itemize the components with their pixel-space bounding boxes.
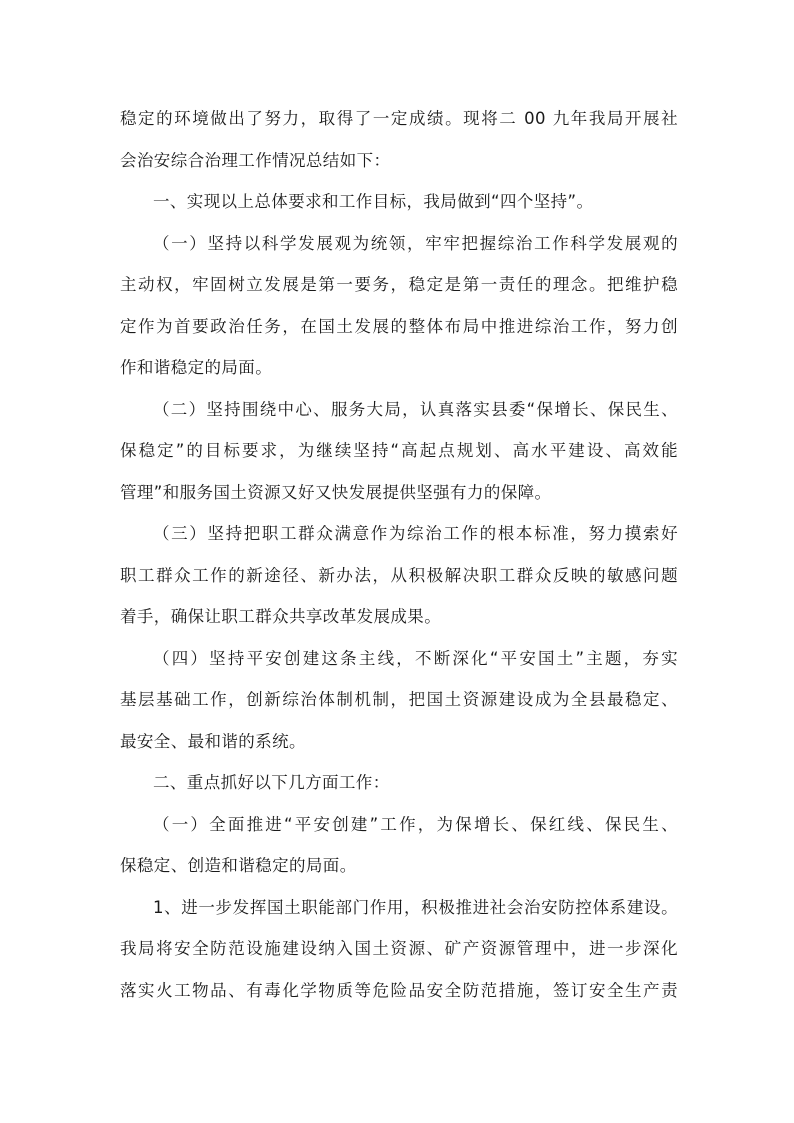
section-heading: 二、重点抓好以下几方面工作：: [153, 773, 390, 792]
paragraph-line: 管理”和服务国土资源又好又快发展提供坚强有力的保障。: [120, 482, 552, 502]
paragraph-line: 我局将安全防范设施建设纳入国土资源、矿产资源管理中，进一步深化: [120, 939, 678, 958]
paragraph-line: （三）坚持把职工群众满意作为综治工作的根本标准，努力摸索好: [153, 524, 678, 543]
paragraph-line: （一）全面推进“平安创建”工作，为保增长、保红线、保民生、: [153, 814, 678, 834]
paragraph-line: 主动权，牢固树立发展是第一要务，稳定是第一责任的理念。把维护稳: [120, 275, 678, 294]
paragraph-line: 1、进一步发挥国土职能部门作用，积极推进社会治安防控体系建设。: [153, 897, 678, 917]
paragraph-line: 保稳定、创造和谐稳定的局面。: [120, 856, 357, 875]
paragraph-line: 职工群众工作的新途径、新办法，从积极解决职工群众反映的敏感问题: [120, 565, 678, 585]
paragraph-line: （二）坚持围绕中心、服务大局，认真落实县委“保增长、保民生、: [153, 399, 678, 419]
paragraph-line: 落实火工物品、有毒化学物质等危险品安全防范措施，签订安全生产责: [120, 980, 678, 1000]
paragraph-line: 稳定的环境做出了努力，取得了一定成绩。现将二 00 九年我局开展社: [120, 109, 678, 128]
paragraph-line: 定作为首要政治任务，在国土发展的整体布局中推进综治工作，努力创: [120, 316, 678, 336]
section-heading: 一、实现以上总体要求和工作目标，我局做到“四个坚持”。: [153, 192, 594, 211]
paragraph-line: 最安全、最和谐的系统。: [120, 731, 306, 751]
paragraph-line: 会治安综合治理工作情况总结如下：: [120, 150, 391, 170]
document-body: [120, 98, 678, 1011]
paragraph-line: 保稳定”的目标要求，为继续坚持“高起点规划、高水平建设、高效能: [120, 441, 678, 460]
paragraph-line: 基层基础工作，创新综治体制机制，把国土资源建设成为全县最稳定、: [120, 690, 678, 709]
paragraph-line: 作和谐稳定的局面。: [120, 358, 273, 377]
paragraph-line: （四）坚持平安创建这条主线，不断深化“平安国土”主题，夯实: [153, 648, 678, 668]
paragraph-line: （一）坚持以科学发展观为统领，牢牢把握综治工作科学发展观的: [153, 233, 678, 253]
paragraph-line: 着手，确保让职工群众共享改革发展成果。: [120, 607, 442, 626]
